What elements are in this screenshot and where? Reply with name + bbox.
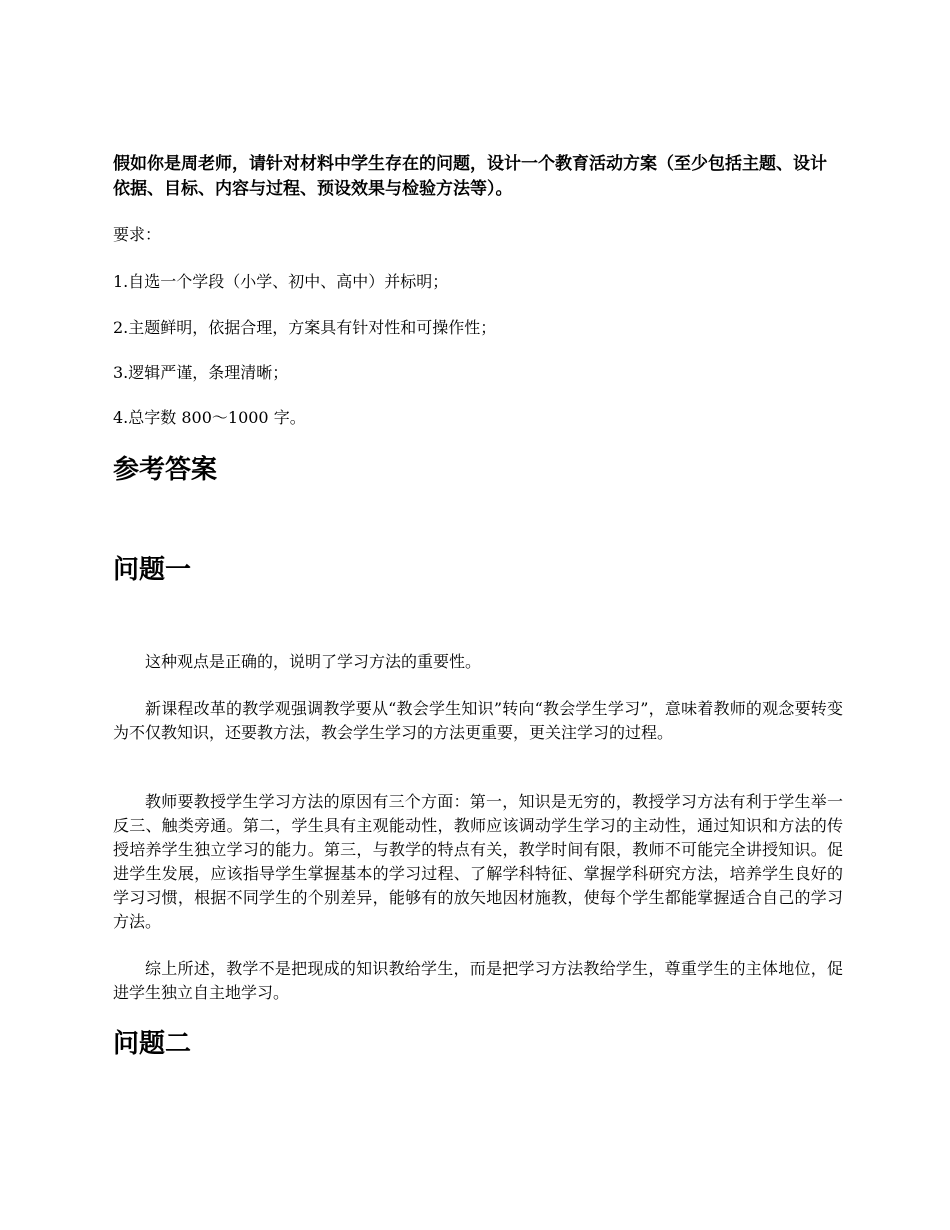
- question-text: 假如你是周老师，请针对材料中学生存在的问题，设计一个教育活动方案（至少包括主题、设计依据、目标、内容与过程、预设效果与检验方法等）。: [113, 154, 827, 199]
- requirement-item-2: 2.主题鲜明，依据合理，方案具有针对性和可操作性；: [113, 318, 497, 337]
- requirement-item-1: 1.自选一个学段（小学、初中、高中）并标明；: [113, 272, 449, 291]
- problem2-heading: 问题二: [113, 1029, 192, 1059]
- problem1-heading: 问题一: [113, 555, 192, 585]
- problem1-paragraph-4: 综上所述，教学不是把现成的知识教给学生，而是把学习方法教给学生，尊重学生的主体地位，促进学生独立自主地学习。: [113, 959, 843, 1002]
- requirement-item-4: 4.总字数 800～1000 字。: [113, 408, 306, 427]
- requirements-label: 要求：: [113, 225, 162, 244]
- problem1-paragraph-1: 这种观点是正确的，说明了学习方法的重要性。: [145, 652, 482, 671]
- problem1-paragraph-3: 教师要教授学生学习方法的原因有三个方面：第一，知识是无穷的，教授学习方法有利于学生举一反三、触类旁通。第二，学生具有主观能动性，教师应该调动学生学习的主动性，通过知识和方法的传授培养学生独立学习的能力。第三，与教学的特点有关，教学时间有限，教师不可能完全讲授知识。促进学生发展，应该指导学生掌握基本的学习过程、了解学科特征、掌握学科研究方法，培养学生良好的学习习惯，根据不同学生的个别差异，能够有的放矢地因材施教，使每个学生都能掌握适合自己的学习方法。: [113, 792, 843, 931]
- problem1-paragraph-2: 新课程改革的教学观强调教学要从“教会学生知识”转向“教会学生学习”，意味着教师的观念要转变为不仅教知识，还要教方法，教会学生学习的方法更重要，更关注学习的过程。: [113, 699, 843, 742]
- requirement-item-3: 3.逻辑严谨，条理清晰；: [113, 363, 289, 382]
- answer-heading: 参考答案: [113, 455, 218, 485]
